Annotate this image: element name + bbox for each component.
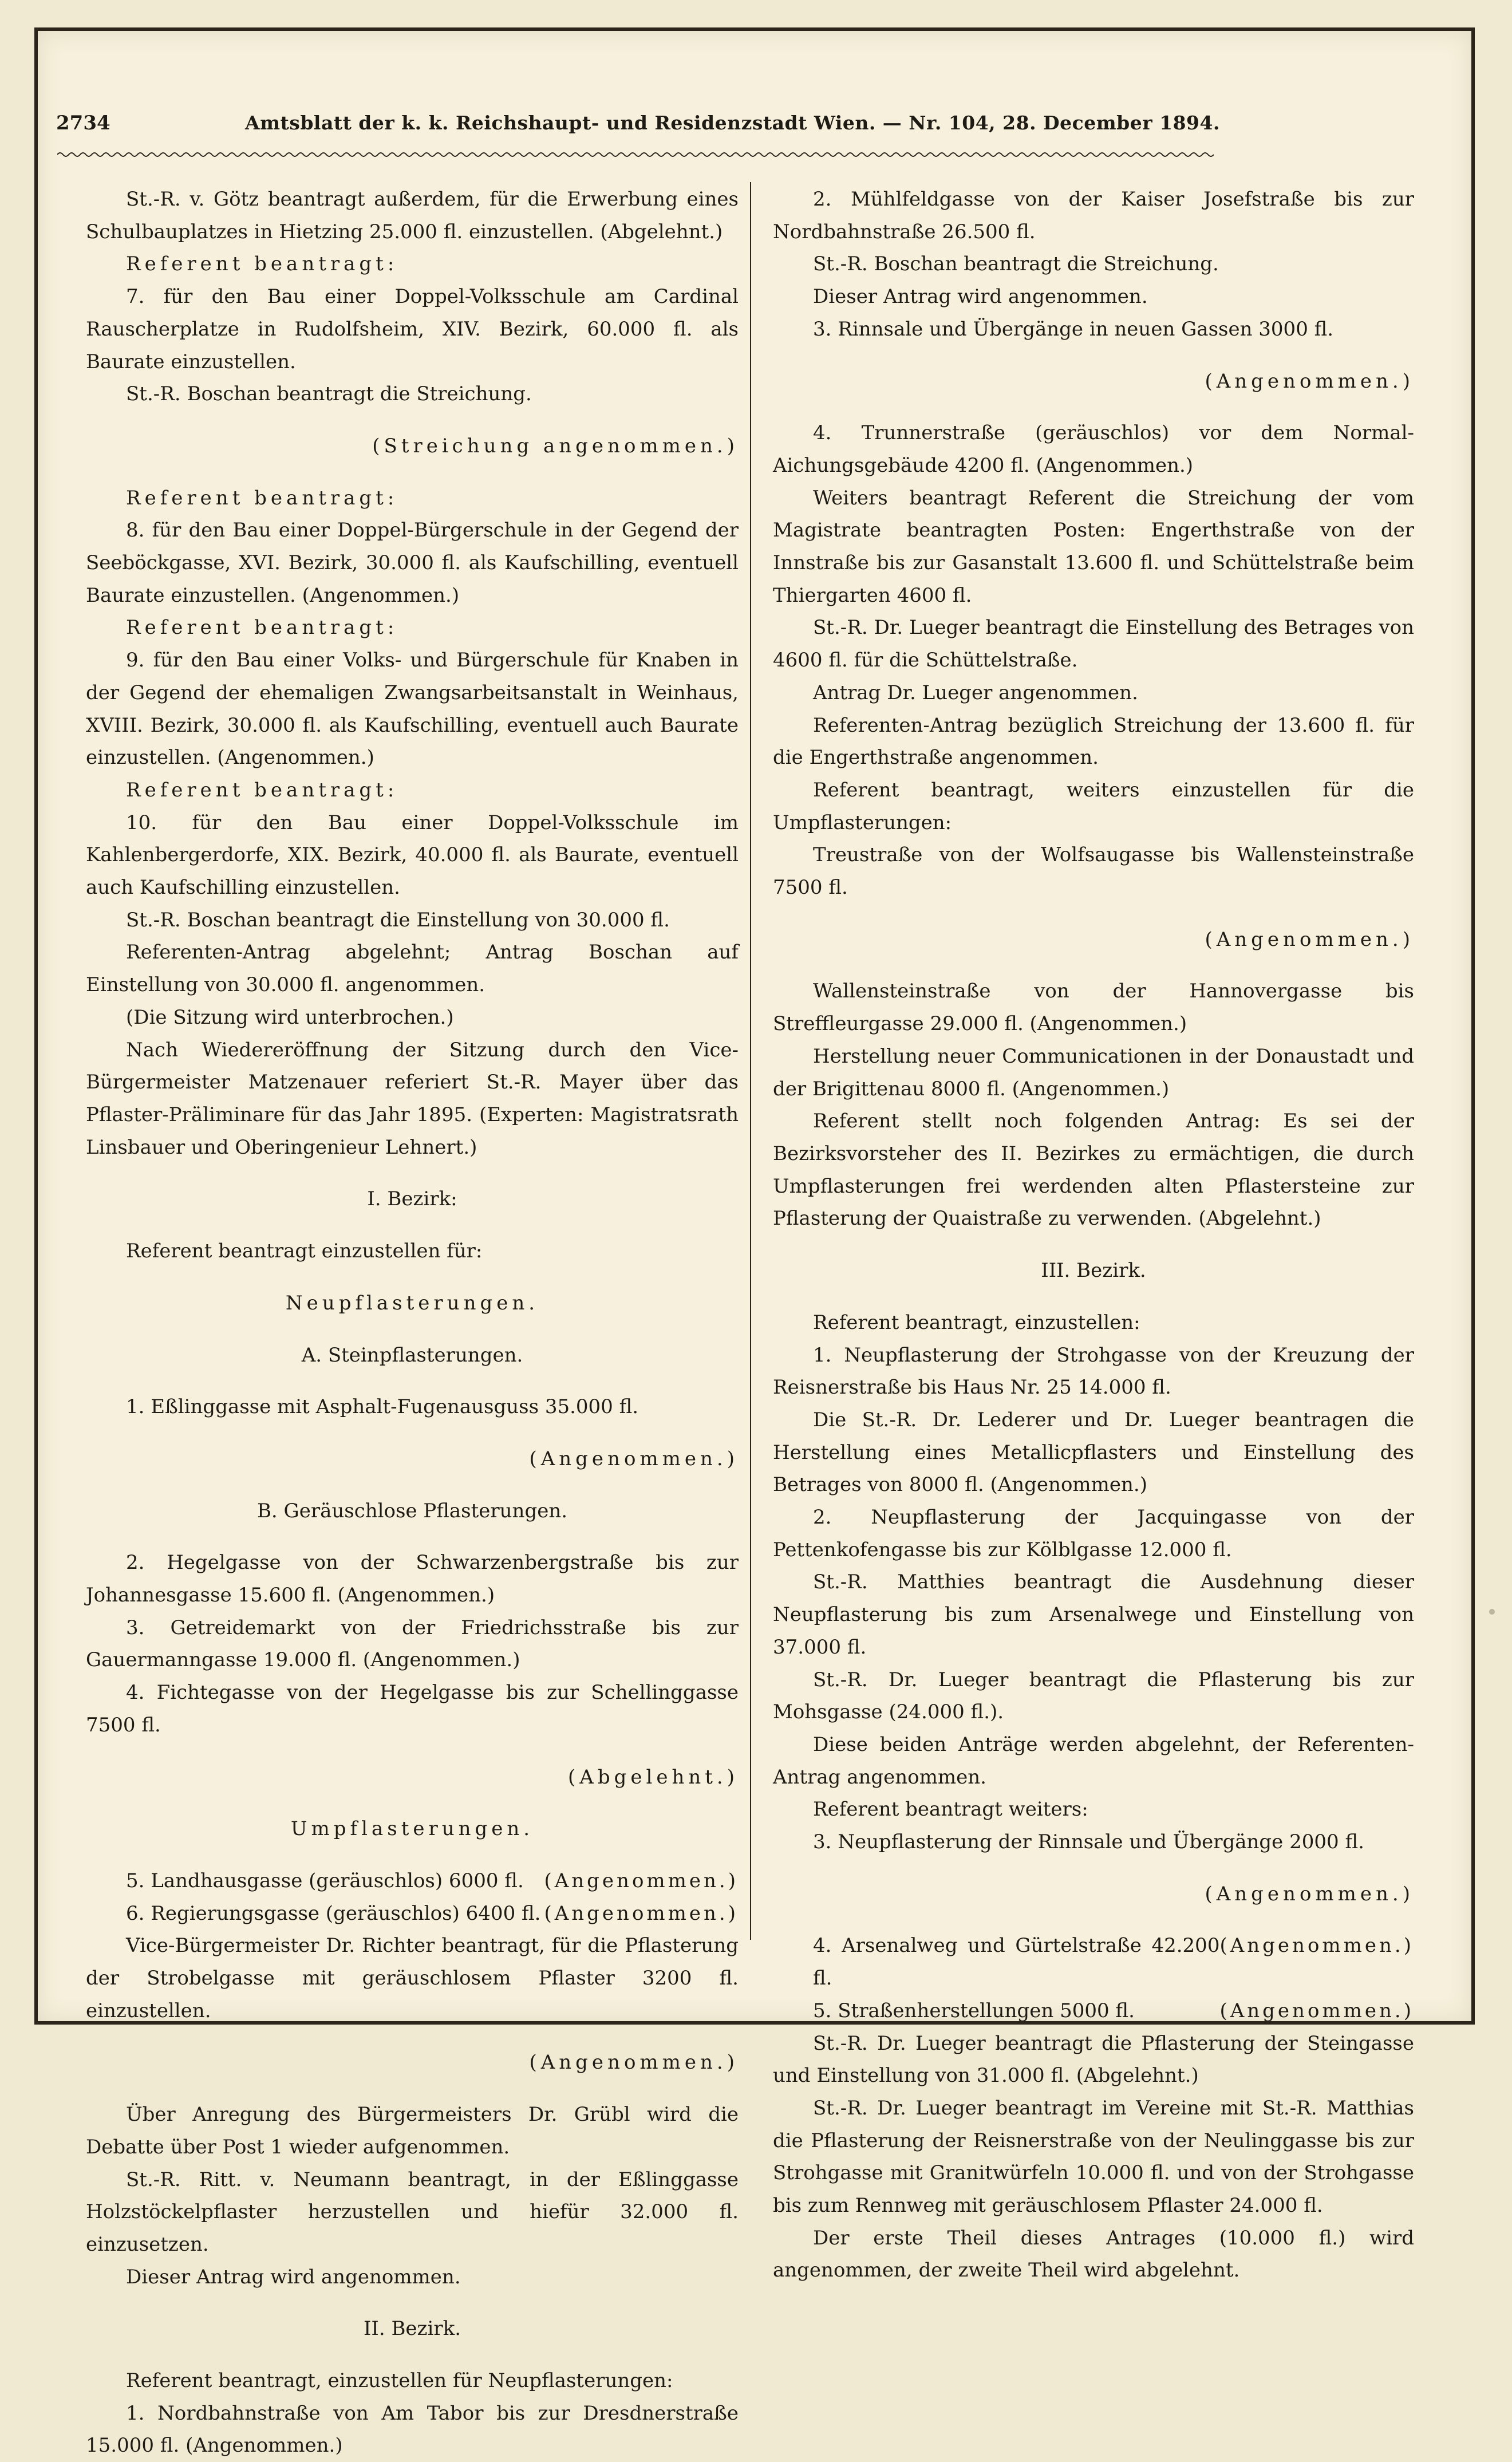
- paragraph: 8. für den Bau einer Doppel-Bürgerschule in der Gegend der Seeböckgasse, XVI. Bezirk, 30.000 fl. als Kaufschilling, eventuell Baurate einzustellen. (Angenommen.): [86, 519, 739, 607]
- paragraph: Nach Wiedereröffnung der Sitzung durch den Vice-Bürgermeister Matzenauer referiert St.-R. Mayer über das Pflaster-Präliminare für das Jahr 1895. (Experten: Magistratsrath Linsbauer und Oberingenieur Lehnert.): [86, 1038, 739, 1159]
- paragraph: St.-R. Dr. Lueger beantragt die Pflasterung bis zur Mohsgasse (24.000 fl.).: [773, 1668, 1414, 1724]
- section-heading: A. Steinpflasterungen.: [301, 1343, 523, 1367]
- paragraph: Referent beantragt einzustellen für:: [126, 1240, 483, 1263]
- paragraph: 1. Nordbahnstraße von Am Tabor bis zur Dresdnerstraße 15.000 fl. (Angenommen.): [86, 2401, 739, 2457]
- column-divider: [750, 182, 751, 1940]
- verdict: (Abgelehnt.): [568, 1765, 739, 1789]
- paragraph: Referent beantragt:: [126, 486, 398, 510]
- paragraph: (Die Sitzung wird unterbrochen.): [126, 1005, 454, 1029]
- paragraph: Referent beantragt weiters:: [813, 1798, 1088, 1821]
- page-header: [56, 112, 1224, 148]
- section-heading: B. Geräuschlose Pflasterungen.: [256, 1499, 568, 1522]
- paragraph: 2. Neupflasterung der Jacquingasse von der Pettenkofengasse bis zur Kölblgasse 12.000 fl.: [773, 1506, 1414, 1561]
- paragraph: Die St.-R. Dr. Lederer und Dr. Lueger beantragen die Herstellung eines Metallicpflasters und Einstellung des Betrages von 8000 fl. (Angenommen.): [773, 1408, 1414, 1497]
- paragraph: Referent beantragt, einzustellen:: [813, 1311, 1140, 1334]
- verdict: (Angenommen.): [1219, 1934, 1414, 1958]
- verdict: (Angenommen.): [529, 1447, 739, 1470]
- paragraph: St.-R. Boschan beantragt die Streichung.: [126, 382, 532, 406]
- section-heading: III. Bezirk.: [1041, 1259, 1146, 1283]
- entry-text: 4. Arsenalweg und Gürtelstraße 42.200 fl.: [813, 1934, 1220, 1990]
- section-heading: I. Bezirk:: [367, 1187, 457, 1211]
- paragraph: 4. Fichtegasse von der Hegelgasse bis zur Schellinggasse 7500 fl.: [86, 1681, 739, 1737]
- paragraph: 3. Getreidemarkt von der Friedrichsstraße bis zur Gauermanngasse 19.000 fl. (Angenommen.): [86, 1616, 739, 1672]
- verdict: (Angenommen.): [1219, 1999, 1414, 2022]
- paragraph: St.-R. Ritt. v. Neumann beantragt, in der Eßlinggasse Holzstöckelpflaster herzustellen und hiefür 32.000 fl. einzusetzen.: [86, 2168, 739, 2256]
- paragraph: Dieser Antrag wird angenommen.: [126, 2265, 461, 2289]
- page-number: 2734: [56, 112, 110, 135]
- paragraph: St.-R. Boschan beantragt die Streichung.: [813, 252, 1219, 276]
- header-wavy-rule: [57, 150, 1214, 159]
- section-heading: II. Bezirk.: [363, 2317, 461, 2341]
- entry-row: [86, 1897, 739, 1930]
- paragraph: St.-R. Boschan beantragt die Einstellung von 30.000 fl.: [126, 908, 670, 932]
- paragraph: Referenten-Antrag bezüglich Streichung der 13.600 fl. für die Engerthstraße angenommen.: [773, 713, 1414, 770]
- paragraph: St.-R. Dr. Lueger beantragt die Pflasterung der Steingasse und Einstellung von 31.000 fl. (Abgelehnt.): [773, 2031, 1414, 2088]
- section-heading: Neupflasterungen.: [285, 1291, 539, 1315]
- entry-row: [86, 1865, 739, 1897]
- paragraph: St.-R. Dr. Lueger beantragt im Vereine mit St.-R. Matthias die Pflasterung der Reisnerstraße von der Neulinggasse bis zur Strohgasse mit Granitwürfeln 10.000 fl. und von der Strohgasse bis zum Rennweg mit geräuschlosem Pflaster 24.000 fl.: [773, 2096, 1414, 2218]
- paragraph: Wallensteinstraße von der Hannovergasse bis Streffleurgasse 29.000 fl. (Angenommen.): [773, 980, 1414, 1036]
- paragraph: Referent beantragt, weiters einzustellen für die Umpflasterungen:: [773, 778, 1414, 834]
- paragraph: Referent beantragt, einzustellen für Neupflasterungen:: [126, 2369, 673, 2393]
- section-heading: Umpflasterungen.: [290, 1817, 534, 1841]
- entry-text: 5. Straßenherstellungen 5000 fl.: [813, 1999, 1135, 2022]
- paragraph: St.-R. Matthies beantragt die Ausdehnung dieser Neupflasterung bis zum Arsenalwege und Einstellung von 37.000 fl.: [773, 1571, 1414, 1659]
- verdict: (Angenommen.): [529, 2051, 739, 2074]
- paragraph: Herstellung neuer Communicationen in der Donaustadt und der Brigittenau 8000 fl. (Angenommen.): [773, 1044, 1414, 1100]
- verdict: (Angenommen.): [544, 1901, 739, 1925]
- right-column: [773, 183, 1414, 2287]
- verdict: (Streichung angenommen.): [372, 434, 739, 457]
- paragraph: St.-R. Dr. Lueger beantragt die Einstellung des Betrages von 4600 fl. für die Schüttelstraße.: [773, 616, 1414, 672]
- paragraph: St.-R. v. Götz beantragt außerdem, für die Erwerbung eines Schulbauplatzes in Hietzing 25.000 fl. einzustellen. (Abgelehnt.): [86, 188, 739, 243]
- verdict: (Angenommen.): [544, 1869, 739, 1892]
- paragraph: Referenten-Antrag abgelehnt; Antrag Boschan auf Einstellung von 30.000 fl. angenommen.: [86, 941, 739, 997]
- paragraph: 9. für den Bau einer Volks- und Bürgerschule für Knaben in der Gegend der ehemaligen Zwangsarbeitsanstalt in Weinhaus, XVIII. Bezirk, 30.000 fl. als Kaufschilling, eventuell auch Baurate einzustellen. (Angenommen.): [86, 649, 739, 770]
- paragraph: Antrag Dr. Lueger angenommen.: [813, 681, 1138, 704]
- entry-text: 5. Landhausgasse (geräuschlos) 6000 fl.: [126, 1869, 524, 1892]
- paragraph: 2. Mühlfeldgasse von der Kaiser Josefstraße bis zur Nordbahnstraße 26.500 fl.: [773, 188, 1414, 243]
- left-column: [86, 183, 739, 2462]
- paragraph: 3. Rinnsale und Übergänge in neuen Gassen 3000 fl.: [813, 317, 1334, 341]
- verdict: (Angenommen.): [1205, 1882, 1414, 1905]
- paragraph: Weiters beantragt Referent die Streichung der vom Magistrate beantragten Posten: Engerthstraße von der Innstraße bis zur Gasanstalt 13.600 fl. und Schüttelstraße beim Thiergarten 4600 fl.: [773, 486, 1414, 607]
- entry-text: 6. Regierungsgasse (geräuschlos) 6400 fl.: [126, 1901, 541, 1925]
- paragraph: Treustraße von der Wolfsaugasse bis Wallensteinstraße 7500 fl.: [773, 843, 1414, 899]
- paragraph: Der erste Theil dieses Antrages (10.000 fl.) wird angenommen, der zweite Theil wird abgelehnt.: [773, 2226, 1414, 2282]
- paragraph: 2. Hegelgasse von der Schwarzenbergstraße bis zur Johannesgasse 15.600 fl. (Angenommen.): [86, 1551, 739, 1607]
- paragraph: Dieser Antrag wird angenommen.: [813, 285, 1148, 309]
- paragraph: Referent beantragt:: [126, 252, 398, 276]
- entry-row: [773, 1930, 1414, 1994]
- paragraph: 10. für den Bau einer Doppel-Volksschule im Kahlenbergerdorfe, XIX. Bezirk, 40.000 fl. als Baurate, eventuell auch Kaufschilling einzustellen.: [86, 811, 739, 899]
- paragraph: 1. Neupflasterung der Strohgasse von der Kreuzung der Reisnerstraße bis Haus Nr. 25 14.000 fl.: [773, 1343, 1414, 1399]
- paragraph: Referent stellt noch folgenden Antrag: Es sei der Bezirksvorsteher des II. Bezirkes zu ermächtigen, die durch Umpflasterungen frei werdenden alten Pflastersteine zur Pflasterung der Quaistraße zu verwenden. (Abgelehnt.): [773, 1110, 1414, 1230]
- entry-row: [773, 1995, 1414, 2027]
- verdict: (Angenommen.): [1205, 928, 1414, 951]
- paragraph: Diese beiden Anträge werden abgelehnt, der Referenten-Antrag angenommen.: [773, 1733, 1414, 1789]
- paper-stain: [1489, 1609, 1495, 1615]
- paragraph: Referent beantragt:: [126, 616, 398, 640]
- paragraph: Vice-Bürgermeister Dr. Richter beantragt, für die Pflasterung der Strobelgasse mit geräuschlosem Pflaster 3200 fl. einzustellen.: [86, 1934, 739, 2022]
- paragraph: 3. Neupflasterung der Rinnsale und Übergänge 2000 fl.: [813, 1830, 1364, 1854]
- header-title: Amtsblatt der k. k. Reichshaupt- und Residenzstadt Wien. — Nr. 104, 28. December 1894.: [245, 112, 1220, 134]
- paragraph: Über Anregung des Bürgermeisters Dr. Grübl wird die Debatte über Post 1 wieder aufgenommen.: [86, 2103, 739, 2159]
- paragraph: 4. Trunnerstraße (geräuschlos) vor dem Normal-Aichungsgebäude 4200 fl. (Angenommen.): [773, 421, 1414, 477]
- paragraph: Referent beantragt:: [126, 778, 398, 802]
- verdict: (Angenommen.): [1205, 369, 1414, 393]
- paragraph: 1. Eßlinggasse mit Asphalt-Fugenausguss 35.000 fl.: [126, 1395, 639, 1419]
- paragraph: 7. für den Bau einer Doppel-Volksschule am Cardinal Rauscherplatze in Rudolfsheim, XIV. Bezirk, 60.000 fl. als Baurate einzustellen.: [86, 285, 739, 373]
